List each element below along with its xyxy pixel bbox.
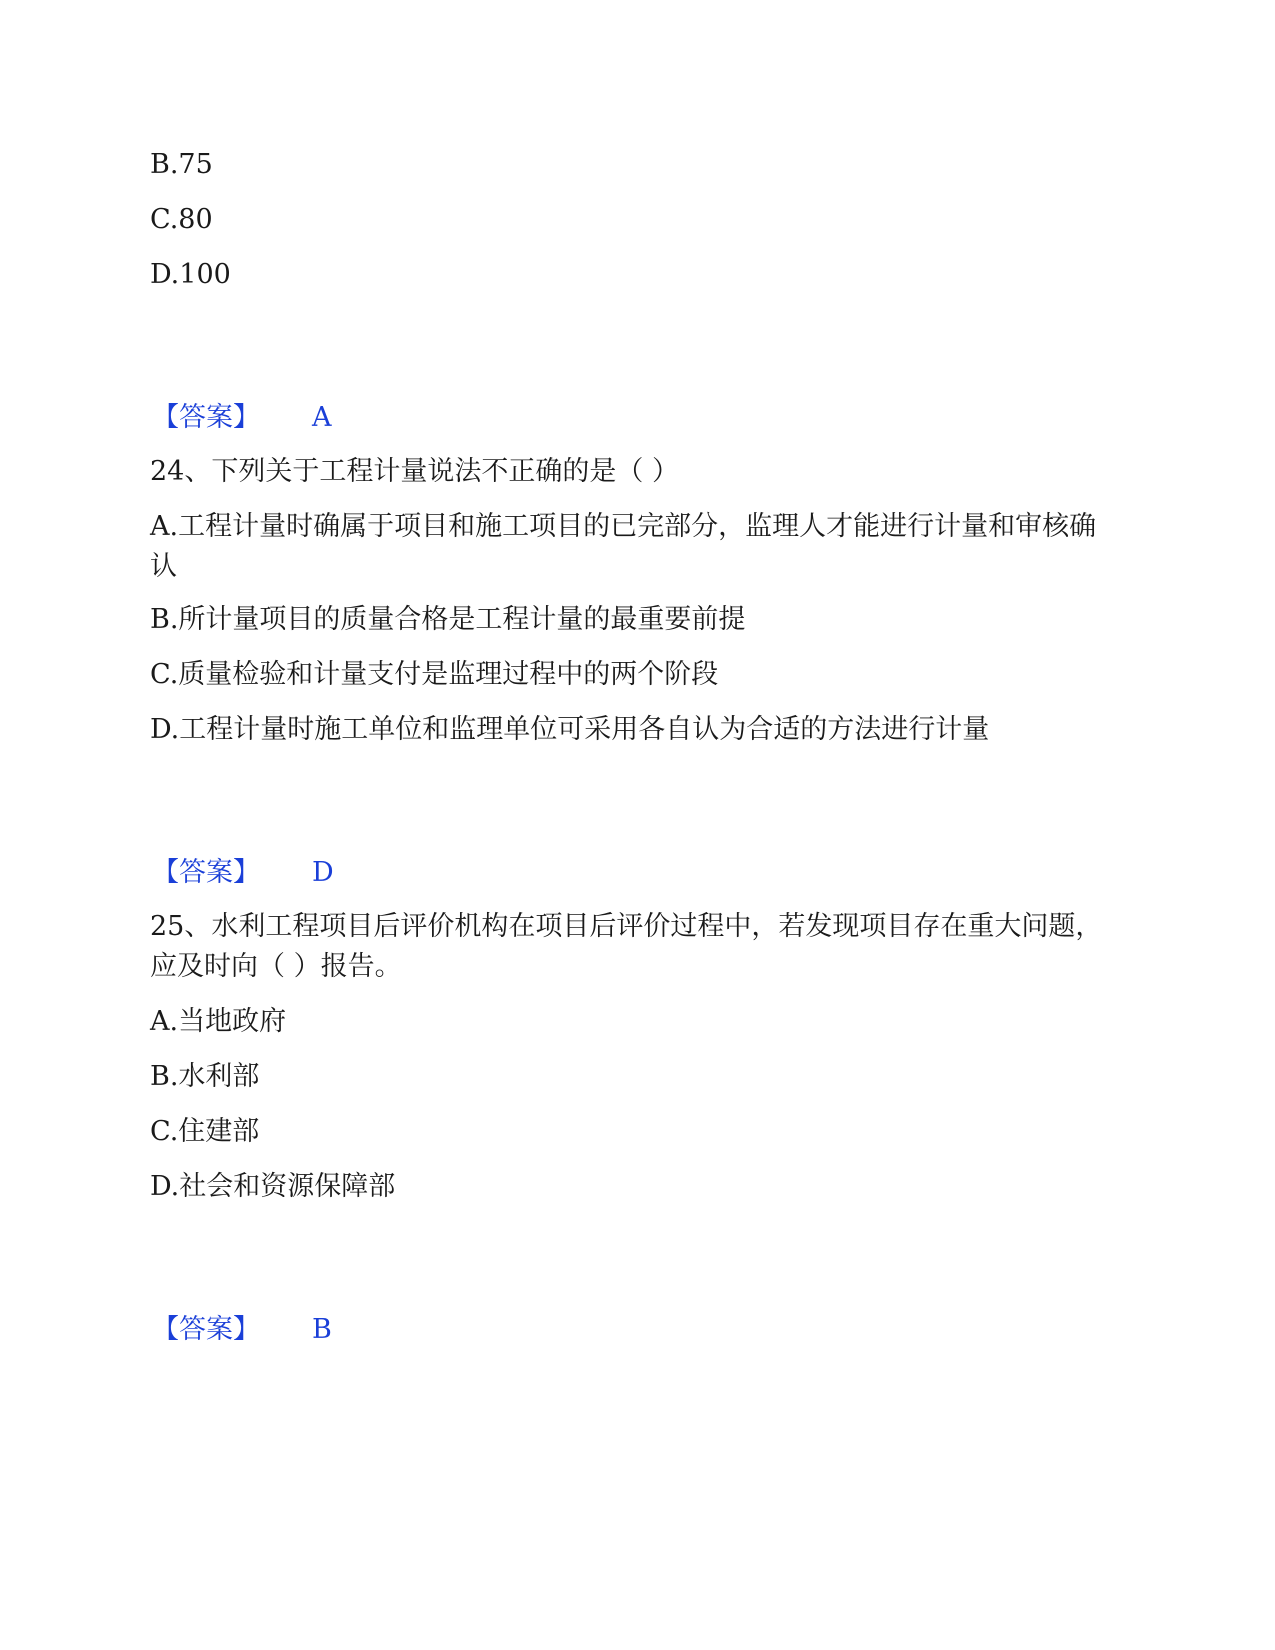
q24-stem: 24、下列关于工程计量说法不正确的是（ ） xyxy=(150,456,679,487)
q25-stem: 25、水利工程项目后评价机构在项目后评价过程中，若发现项目存在重大问题，应及时向（ ）报告。 xyxy=(150,911,1103,982)
q24-answer xyxy=(152,853,334,893)
q25-option-c: C.住建部 xyxy=(150,1116,260,1147)
q25-option-b: B.水利部 xyxy=(150,1061,260,1092)
q24-answer-tag: 【答案】 xyxy=(152,857,260,888)
q24-option-c: C.质量检验和计量支付是监理过程中的两个阶段 xyxy=(150,659,719,690)
q23-answer xyxy=(152,398,332,438)
q24-option-b: B.所计量项目的质量合格是工程计量的最重要前提 xyxy=(150,604,746,635)
q24-answer-value: D xyxy=(312,857,334,888)
q23-option-d: D.100 xyxy=(150,259,231,290)
q23-option-b: B.75 xyxy=(150,149,213,180)
q23-answer-value: A xyxy=(312,402,332,433)
q25-option-d: D.社会和资源保障部 xyxy=(150,1171,396,1202)
q23-answer-tag: 【答案】 xyxy=(152,402,260,433)
q24-option-a: A.工程计量时确属于项目和施工项目的已完部分，监理人才能进行计量和审核确认 xyxy=(150,511,1097,582)
q25-option-a: A.当地政府 xyxy=(150,1006,287,1037)
q25-answer-tag: 【答案】 xyxy=(152,1314,260,1345)
q25-answer-value: B xyxy=(312,1314,332,1345)
q25-answer xyxy=(152,1310,332,1350)
q23-option-c: C.80 xyxy=(150,204,213,235)
q24-option-d: D.工程计量时施工单位和监理单位可采用各自认为合适的方法进行计量 xyxy=(150,714,990,745)
